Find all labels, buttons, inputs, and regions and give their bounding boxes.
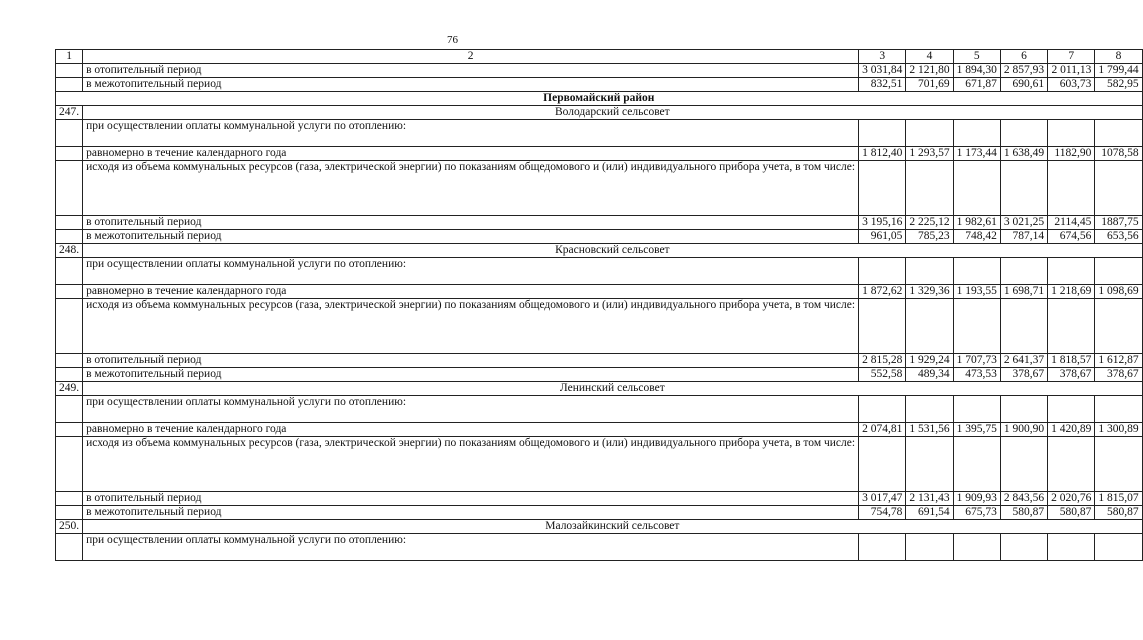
value-cell: 1 531,56 — [906, 423, 953, 437]
empty-cell — [859, 120, 906, 147]
table-row — [56, 78, 1143, 92]
value-cell: 580,87 — [1095, 506, 1142, 520]
row-number-cell — [56, 216, 83, 230]
value-cell: 785,23 — [906, 230, 953, 244]
empty-cell — [953, 299, 1000, 354]
empty-cell — [1095, 161, 1142, 216]
value-cell: 675,73 — [953, 506, 1000, 520]
row-number-cell — [56, 258, 83, 285]
value-cell: 1 293,57 — [906, 147, 953, 161]
value-cell: 1 982,61 — [953, 216, 1000, 230]
value-cell: 1 193,55 — [953, 285, 1000, 299]
empty-cell — [1048, 396, 1095, 423]
empty-cell — [859, 258, 906, 285]
uniform-row — [56, 285, 1143, 299]
empty-cell — [859, 396, 906, 423]
uniform-row — [56, 147, 1143, 161]
value-cell: 1 638,49 — [1000, 147, 1047, 161]
row-label: при осуществлении оплаты коммунальной услуги по отоплению: — [83, 534, 859, 561]
meter-intro-row — [56, 437, 1143, 492]
council-name: Красновский сельсовет — [83, 244, 1142, 258]
column-header: 8 — [1095, 50, 1142, 64]
value-cell: 378,67 — [1095, 368, 1142, 382]
value-cell: 2 074,81 — [859, 423, 906, 437]
value-cell: 754,78 — [859, 506, 906, 520]
value-cell: 1182,90 — [1048, 147, 1095, 161]
value-cell: 1 872,62 — [859, 285, 906, 299]
empty-cell — [906, 120, 953, 147]
empty-cell — [1048, 120, 1095, 147]
empty-cell — [1048, 437, 1095, 492]
row-number-cell — [56, 354, 83, 368]
value-cell: 1 698,71 — [1000, 285, 1047, 299]
value-cell: 674,56 — [1048, 230, 1095, 244]
value-cell: 1 218,69 — [1048, 285, 1095, 299]
row-number-cell — [56, 437, 83, 492]
empty-cell — [1000, 161, 1047, 216]
empty-cell — [953, 396, 1000, 423]
value-cell: 2 131,43 — [906, 492, 953, 506]
row-label: равномерно в течение календарного года — [83, 147, 859, 161]
empty-cell — [953, 437, 1000, 492]
heating-row — [56, 492, 1143, 506]
value-cell: 1 929,24 — [906, 354, 953, 368]
empty-cell — [1000, 120, 1047, 147]
council-row — [56, 244, 1143, 258]
value-cell: 671,87 — [953, 78, 1000, 92]
empty-cell — [906, 396, 953, 423]
council-row — [56, 382, 1143, 396]
tariff-table — [55, 49, 1143, 561]
page-number: 76 — [447, 34, 458, 46]
value-cell: 690,61 — [1000, 78, 1047, 92]
value-cell: 1 815,07 — [1095, 492, 1142, 506]
empty-cell — [1095, 437, 1142, 492]
row-number-cell — [56, 147, 83, 161]
value-cell: 2 020,76 — [1048, 492, 1095, 506]
value-cell: 832,51 — [859, 78, 906, 92]
row-label: при осуществлении оплаты коммунальной услуги по отоплению: — [83, 120, 859, 147]
empty-cell — [953, 161, 1000, 216]
value-cell: 1887,75 — [1095, 216, 1142, 230]
empty-cell — [1000, 396, 1047, 423]
row-label: в отопительный период — [83, 64, 859, 78]
meter-intro-row — [56, 161, 1143, 216]
table-header-row — [56, 50, 1143, 64]
value-cell: 3 017,47 — [859, 492, 906, 506]
row-label: при осуществлении оплаты коммунальной услуги по отоплению: — [83, 396, 859, 423]
empty-cell — [1095, 299, 1142, 354]
row-label: исходя из объема коммунальных ресурсов (газа, электрической энергии) по показаниям общедомового и (или) индивидуального прибора учета, в том числе: — [83, 161, 859, 216]
value-cell: 1 300,89 — [1095, 423, 1142, 437]
value-cell: 1 818,57 — [1048, 354, 1095, 368]
council-name: Володарский сельсовет — [83, 106, 1142, 120]
empty-cell — [1000, 437, 1047, 492]
value-cell: 2 857,93 — [1000, 64, 1047, 78]
value-cell: 1 612,87 — [1095, 354, 1142, 368]
value-cell: 3 021,25 — [1000, 216, 1047, 230]
row-label: в межотопительный период — [83, 368, 859, 382]
council-name: Малозайкинский сельсовет — [83, 520, 1142, 534]
council-row — [56, 520, 1143, 534]
district-title: Первомайский район — [56, 92, 1143, 106]
column-header: 6 — [1000, 50, 1047, 64]
empty-cell — [906, 299, 953, 354]
empty-cell — [1048, 299, 1095, 354]
empty-cell — [859, 161, 906, 216]
row-label: исходя из объема коммунальных ресурсов (газа, электрической энергии) по показаниям общедомового и (или) индивидуального прибора учета, в том числе: — [83, 437, 859, 492]
value-cell: 473,53 — [953, 368, 1000, 382]
row-number-cell — [56, 368, 83, 382]
section-number: 250. — [56, 520, 83, 534]
value-cell: 3 031,84 — [859, 64, 906, 78]
empty-cell — [1095, 534, 1142, 561]
heating-row — [56, 354, 1143, 368]
value-cell: 2 843,56 — [1000, 492, 1047, 506]
row-number-cell — [56, 78, 83, 92]
heating-row — [56, 216, 1143, 230]
value-cell: 2 815,28 — [859, 354, 906, 368]
empty-cell — [1048, 258, 1095, 285]
value-cell: 580,87 — [1048, 506, 1095, 520]
meter-intro-row — [56, 299, 1143, 354]
value-cell: 2 225,12 — [906, 216, 953, 230]
row-number-cell — [56, 161, 83, 216]
value-cell: 2 641,37 — [1000, 354, 1047, 368]
value-cell: 603,73 — [1048, 78, 1095, 92]
section-number: 248. — [56, 244, 83, 258]
empty-cell — [906, 437, 953, 492]
district-row — [56, 92, 1143, 106]
value-cell: 2 121,80 — [906, 64, 953, 78]
value-cell: 653,56 — [1095, 230, 1142, 244]
table-row — [56, 64, 1143, 78]
empty-cell — [859, 437, 906, 492]
nonheating-row — [56, 230, 1143, 244]
row-number-cell — [56, 285, 83, 299]
row-number-cell — [56, 534, 83, 561]
empty-cell — [1000, 299, 1047, 354]
row-number-cell — [56, 506, 83, 520]
row-label: равномерно в течение календарного года — [83, 423, 859, 437]
column-header: 1 — [56, 50, 83, 64]
value-cell: 582,95 — [1095, 78, 1142, 92]
empty-cell — [906, 534, 953, 561]
value-cell: 378,67 — [1048, 368, 1095, 382]
row-number-cell — [56, 492, 83, 506]
empty-cell — [1095, 120, 1142, 147]
nonheating-row — [56, 506, 1143, 520]
section-number: 249. — [56, 382, 83, 396]
row-label: равномерно в течение календарного года — [83, 285, 859, 299]
empty-cell — [1000, 534, 1047, 561]
value-cell: 1 395,75 — [953, 423, 1000, 437]
empty-cell — [953, 120, 1000, 147]
value-cell: 1 707,73 — [953, 354, 1000, 368]
row-label: исходя из объема коммунальных ресурсов (газа, электрической энергии) по показаниям общедомового и (или) индивидуального прибора учета, в том числе: — [83, 299, 859, 354]
value-cell: 748,42 — [953, 230, 1000, 244]
empty-cell — [953, 534, 1000, 561]
value-cell: 2114,45 — [1048, 216, 1095, 230]
value-cell: 3 195,16 — [859, 216, 906, 230]
council-name: Ленинский сельсовет — [83, 382, 1142, 396]
column-header: 5 — [953, 50, 1000, 64]
row-number-cell — [56, 120, 83, 147]
value-cell: 1 799,44 — [1095, 64, 1142, 78]
empty-cell — [906, 258, 953, 285]
empty-cell — [906, 161, 953, 216]
row-label: в межотопительный период — [83, 506, 859, 520]
value-cell: 1 900,90 — [1000, 423, 1047, 437]
intro-row — [56, 396, 1143, 423]
row-number-cell — [56, 423, 83, 437]
intro-row — [56, 258, 1143, 285]
value-cell: 580,87 — [1000, 506, 1047, 520]
row-label: в межотопительный период — [83, 78, 859, 92]
empty-cell — [1095, 258, 1142, 285]
column-header: 2 — [83, 50, 859, 64]
value-cell: 1 909,93 — [953, 492, 1000, 506]
empty-cell — [1095, 396, 1142, 423]
row-number-cell — [56, 299, 83, 354]
value-cell: 1078,58 — [1095, 147, 1142, 161]
empty-cell — [859, 534, 906, 561]
row-label: в межотопительный период — [83, 230, 859, 244]
row-label: при осуществлении оплаты коммунальной услуги по отоплению: — [83, 258, 859, 285]
section-number: 247. — [56, 106, 83, 120]
uniform-row — [56, 423, 1143, 437]
intro-row — [56, 534, 1143, 561]
value-cell: 2 011,13 — [1048, 64, 1095, 78]
value-cell: 691,54 — [906, 506, 953, 520]
row-number-cell — [56, 396, 83, 423]
value-cell: 787,14 — [1000, 230, 1047, 244]
row-label: в отопительный период — [83, 216, 859, 230]
value-cell: 701,69 — [906, 78, 953, 92]
value-cell: 1 812,40 — [859, 147, 906, 161]
value-cell: 552,58 — [859, 368, 906, 382]
row-label: в отопительный период — [83, 354, 859, 368]
value-cell: 1 098,69 — [1095, 285, 1142, 299]
value-cell: 961,05 — [859, 230, 906, 244]
empty-cell — [1048, 534, 1095, 561]
value-cell: 1 329,36 — [906, 285, 953, 299]
value-cell: 1 420,89 — [1048, 423, 1095, 437]
row-number-cell — [56, 230, 83, 244]
empty-cell — [1048, 161, 1095, 216]
value-cell: 489,34 — [906, 368, 953, 382]
council-row — [56, 106, 1143, 120]
empty-cell — [953, 258, 1000, 285]
empty-cell — [1000, 258, 1047, 285]
value-cell: 1 173,44 — [953, 147, 1000, 161]
value-cell: 1 894,30 — [953, 64, 1000, 78]
column-header: 7 — [1048, 50, 1095, 64]
intro-row — [56, 120, 1143, 147]
row-label: в отопительный период — [83, 492, 859, 506]
column-header: 4 — [906, 50, 953, 64]
nonheating-row — [56, 368, 1143, 382]
column-header: 3 — [859, 50, 906, 64]
row-number-cell — [56, 64, 83, 78]
value-cell: 378,67 — [1000, 368, 1047, 382]
empty-cell — [859, 299, 906, 354]
